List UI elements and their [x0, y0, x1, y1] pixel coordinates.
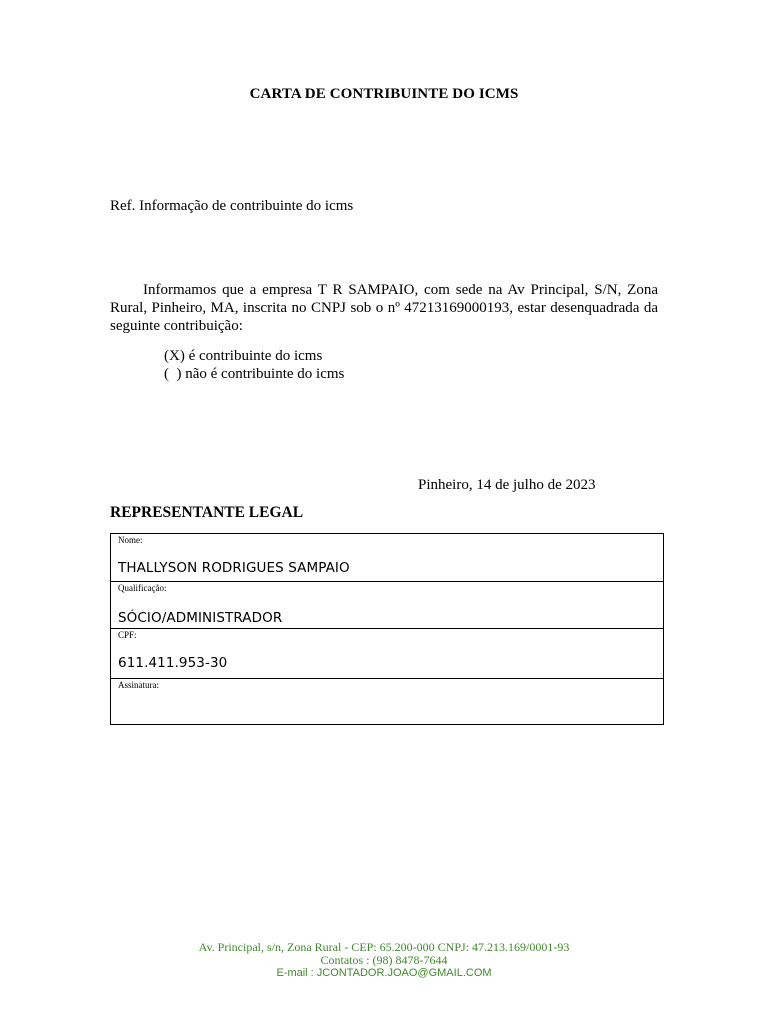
field-row-nome [111, 534, 663, 582]
field-row-qualificacao [111, 582, 663, 629]
field-value-nome: THALLYSON RODRIGUES SAMPAIO [118, 560, 350, 576]
document-title: CARTA DE CONTRIBUINTE DO ICMS [249, 86, 519, 102]
field-value-cpf: 611.411.953-30 [118, 655, 228, 671]
body-paragraph: Informamos que a empresa T R SAMPAIO, com sede na Av Principal, S/N, Zona Rural, Pinheiro, MA, inscrita no CNPJ sob o nº 47213169000193, estar desenquadrada da seguinte contribuição: [110, 282, 658, 334]
representative-table [110, 533, 664, 725]
option-nao-contribuinte: ( ) não é contribuinte do icms [164, 366, 345, 382]
field-value-qualificacao: SÓCIO/ADMINISTRADOR [118, 610, 283, 626]
field-label-qualificacao: Qualificação: [118, 583, 167, 593]
field-label-cpf: CPF: [118, 630, 137, 640]
footer-address: Av. Principal, s/n, Zona Rural - CEP: 65.200-000 CNPJ: 47.213.169/0001-93 [198, 940, 570, 954]
place-date: Pinheiro, 14 de julho de 2023 [418, 477, 596, 493]
footer-email: E-mail : JCONTADOR.JOAO@GMAIL.COM [276, 967, 492, 979]
field-row-cpf [111, 629, 663, 679]
field-label-nome: Nome: [118, 535, 143, 545]
footer-contacts: Contatos : (98) 8478-7644 [320, 953, 448, 967]
page-footer [0, 941, 768, 980]
field-label-assinatura: Assinatura: [118, 680, 159, 690]
option-contribuinte: (X) é contribuinte do icms [164, 348, 323, 364]
field-row-assinatura [111, 679, 663, 724]
representative-heading: REPRESENTANTE LEGAL [110, 504, 304, 521]
reference-line: Ref. Informação de contribuinte do icms [110, 198, 354, 214]
